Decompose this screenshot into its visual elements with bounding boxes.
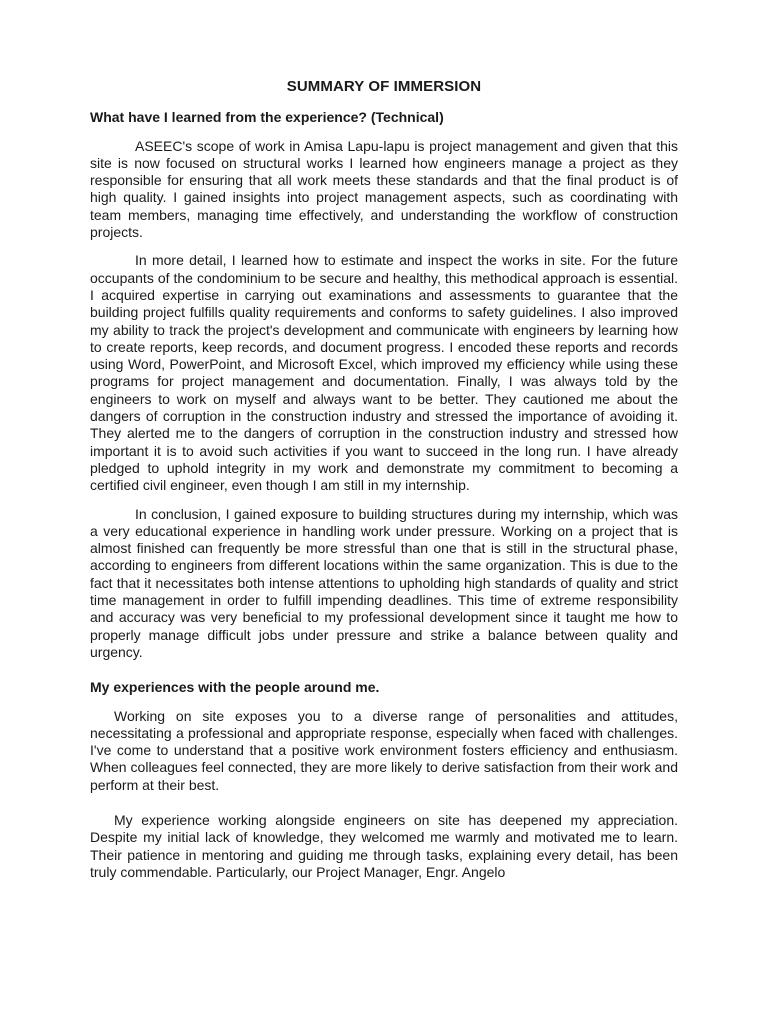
paragraph-engineers-appreciation: My experience working alongside engineers on site has deepened my appreciation. Despite my initial lack of knowledge, they welcomed me warmly and motivated me to learn. Their patience in mentoring and guiding me through tasks, explaining every detail, has been truly commendable. Particularly, our Project Manager, Engr. Angelo [90, 811, 678, 880]
section-heading-people: My experiences with the people around me. [90, 679, 380, 696]
section-heading-technical: What have I learned from the experience? (Technical) [90, 109, 444, 126]
paragraph-conclusion: In conclusion, I gained exposure to building structures during my internship, which was a very educational experience in handling work under pressure. Working on a project that is almost finished can frequently be more stressful than one that is still in the structural phase, according to engineers from different locations within the same organization. This is due to the fact that it necessitates both intense attentions to upholding high standards of quality and strict time management in order to fulfill impending deadlines. This time of extreme responsibility and accuracy was very beneficial to my professional development since it taught me how to properly manage difficult jobs under pressure and strike a balance between quality and urgency. [90, 505, 678, 660]
paragraph-estimate-inspect: In more detail, I learned how to estimate and inspect the works in site. For the future occupants of the condominium to be secure and healthy, this methodical approach is essential. I acquired expertise in carrying out examinations and assessments to guarantee that the building project fulfills quality requirements and conforms to safety guidelines. I also improved my ability to track the project's development and communicate with engineers by learning how to create reports, keep records, and document progress. I encoded these reports and records using Word, PowerPoint, and Microsoft Excel, which improved my efficiency while using these programs for project management and documentation. Finally, I was always told by the engineers to work on myself and always want to be better. They cautioned me about the dangers of corruption in the construction industry and stressed the importance of avoiding it. They alerted me to the dangers of corruption in the construction industry and stressed how important it is to avoid such activities if you want to succeed in the long run. I have already pledged to uphold integrity in my work and demonstrate my commitment to becoming a certified civil engineer, even though I am still in my internship. [90, 252, 678, 494]
paragraph-diverse-personalities: Working on site exposes you to a diverse range of personalities and attitudes, necessitating a professional and appropriate response, especially when faced with challenges. I've come to understand that a positive work environment fosters efficiency and enthusiasm. When colleagues feel connected, they are more likely to derive satisfaction from their work and perform at their best. [90, 707, 678, 793]
document-title: SUMMARY OF IMMERSION [286, 78, 482, 95]
paragraph-scope-of-work: ASEEC's scope of work in Amisa Lapu-lapu is project management and given that this site is now focused on structural works I learned how engineers manage a project as they responsible for ensuring that all work meets these standards and that the final product is of high quality. I gained insights into project management aspects, such as coordinating with team members, managing time effectively, and understanding the workflow of construction projects. [90, 137, 678, 241]
document-body [90, 78, 678, 892]
